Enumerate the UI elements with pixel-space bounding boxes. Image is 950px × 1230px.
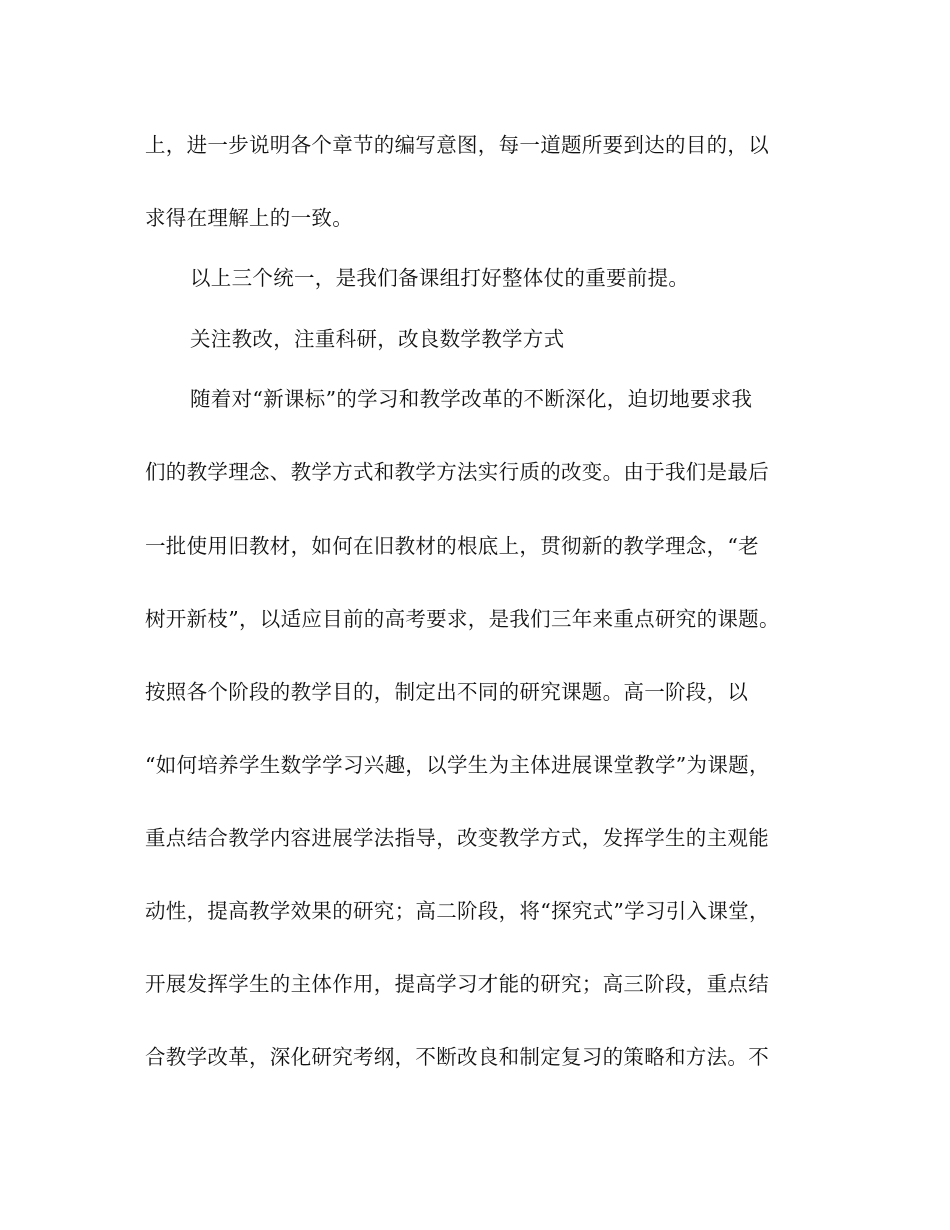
paragraph-line: 求得在理解上的一致。 [145,206,353,230]
paragraph-line: 树开新枝”，以适应目前的高考要求，是我们三年来重点研究的课题。 [145,607,780,631]
paragraph-line: 合教学改革，深化研究考纲，不断改良和制定复习的策略和方法。不 [145,1045,769,1069]
paragraph-line: 们的教学理念、教学方式和教学方法实行质的改变。由于我们是最后 [145,460,769,484]
paragraph-line: 上，进一步说明各个章节的编写意图，每一道题所要到达的目的，以 [145,133,769,157]
paragraph-line: 重点结合教学内容进展学法指导，改变教学方式，发挥学生的主观能 [145,826,769,850]
paragraph-line: 开展发挥学生的主体作用，提高学习才能的研究；高三阶段，重点结 [145,972,769,996]
paragraph-line: 一批使用旧教材，如何在旧教材的根底上，贯彻新的教学理念，“老 [145,534,759,558]
paragraph-line: 动性，提高教学效果的研究；高二阶段，将“探究式”学习引入课堂， [145,899,770,923]
paragraph-line: 以上三个统一，是我们备课组打好整体仗的重要前提。 [190,266,690,290]
paragraph-line: “如何培养学生数学学习兴趣，以学生为主体进展课堂教学”为课题， [145,753,770,777]
paragraph-line: 随着对“新课标”的学习和教学改革的不断深化，迫切地要求我 [190,387,753,411]
section-heading: 关注教改，注重科研，改良数学教学方式 [190,327,565,351]
paragraph-line: 按照各个阶段的教学目的，制定出不同的研究课题。高一阶段，以 [145,680,749,704]
